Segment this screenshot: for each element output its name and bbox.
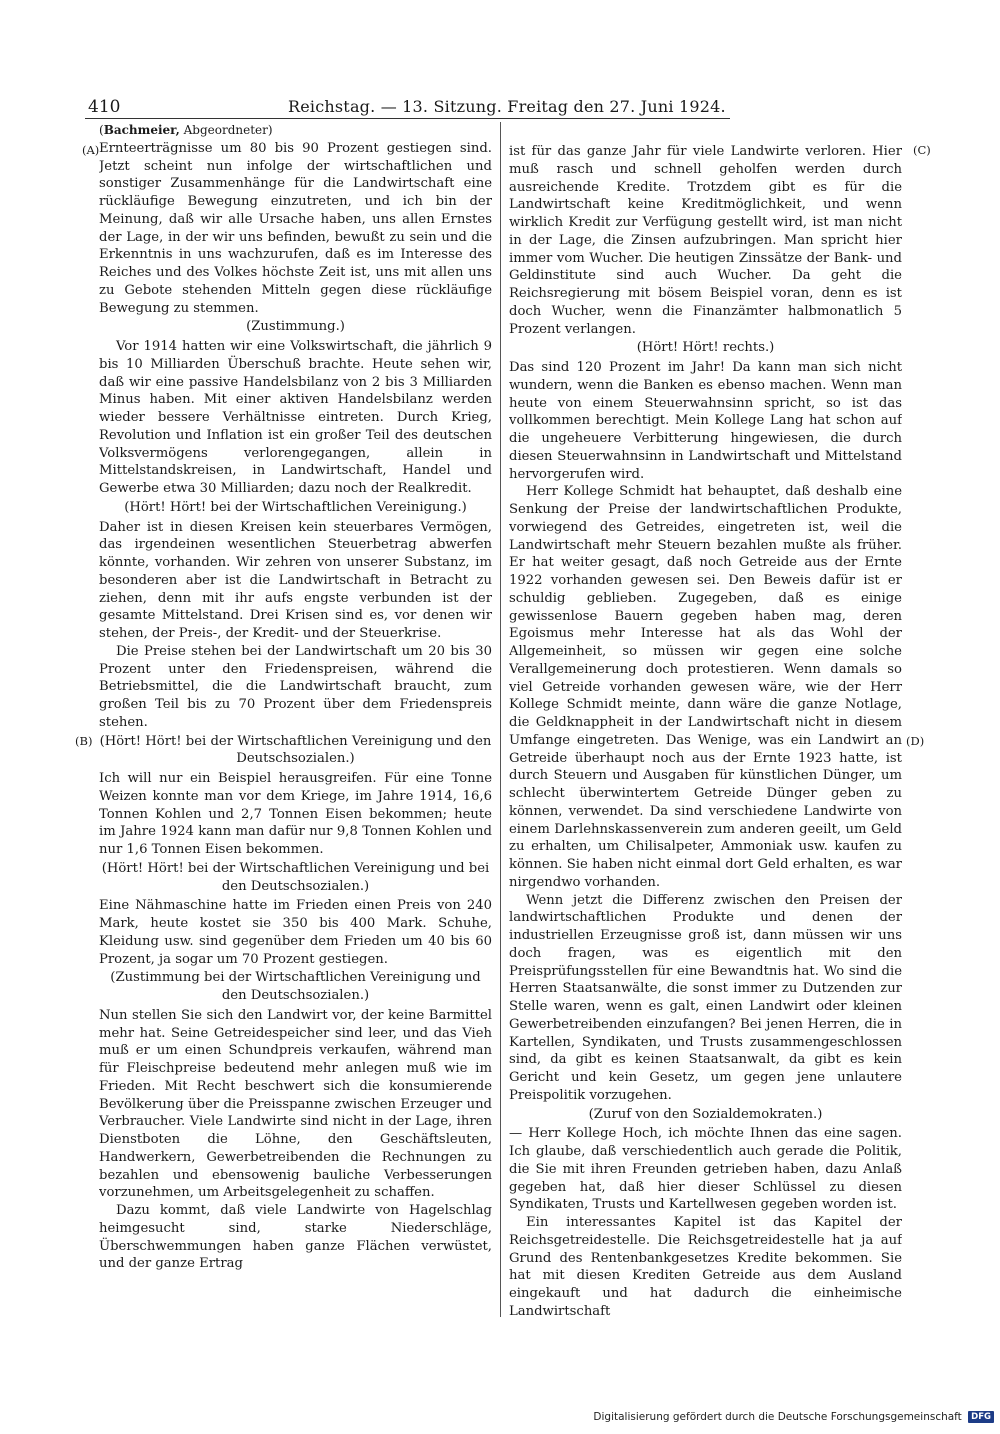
paragraph: Vor 1914 hatten wir eine Volkswirtschaft, die jährlich 9 bis 10 Milliarden Überschuß brachte. Heute sehen wir, daß wir eine passive Handelsbilanz von 2 bis 3 Milliarden Minus haben. Mit einer aktiven Handelsbilanz werden wieder bessere Verhältnisse eintreten. Durch Krieg, Revolution und Inflation ist ein großer Teil des deutschen Volksvermögens verlorengegangen, allein in Mittelstandskreisen, in Landwirtschaft, Handel und Gewerbe etwa 30 Milliarden; dazu noch der Realkredit. xyxy=(99,339,492,496)
page-header xyxy=(88,96,726,118)
paragraph: Ich will nur ein Beispiel herausgreifen. Für eine Tonne Weizen konnte man vor dem Kriege, im Jahre 1914, 16,6 Tonnen Kohlen und 2,7 Tonnen Eisen bekommen; heute im Jahre 1924 kann man dafür nur 9,8 Tonnen Kohlen und nur 1,6 Tonnen Eisen bekommen. xyxy=(99,771,492,857)
paragraph: Eine Nähmaschine hatte im Frieden einen Preis von 240 Mark, heute kostet sie 350 bis 400 Mark. Schuhe, Kleidung usw. sind gegenüber dem Frieden um 40 bis 60 Prozent, ja sogar um 70 Prozent gestiegen. xyxy=(99,898,492,967)
paragraph: Herr Kollege Schmidt hat behauptet, daß deshalb eine Senkung der Preise der landwirtschaftlichen Produkte, vorwiegend des Getreides, eingetreten ist, weil die Landwirtschaft mehr Steuern bezahlen mußte als früher. Er hat weiter gesagt, daß noch Getreide aus der Ernte 1922 vorhanden gewesen sei. Den Beweis dafür ist er schuldig geblieben. Zugegeben, daß es einige gewissenlose Bauern gegeben haben mag, deren Egoismus mehr Interesse hat als das Wohl der Allgemeinheit, so müssen wir gegen eine solche Verallgemeinerung doch protestieren. Wenn damals so viel Getreide vorhanden gewesen wäre, wie der Herr Kollege Schmidt meinte, dann wäre die ganze Notlage, die Geldknappheit in der Landwirtschaft nicht in diesem Umfange eingetreten. Das Wenige, was ein Landwirt an Getreide überhaupt noch aus der Ernte 1923 hatte, ist durch Steuern und Ausgaben für künstlichen Dünger, um schlecht überwintertem Getreide Dünger geben zu können, verwendet. Da sind verschiedene Landwirte von einem Darlehnskassenverein zum anderen geeilt, um Geld zu erhalten, um Chilisalpeter, Ammoniak usw. kaufen zu können. Sie haben nicht einmal dort Geld erhalten, es war nirgendwo vorhanden. xyxy=(509,484,902,890)
interjection: (Zustimmung.) xyxy=(246,319,345,335)
speaker-name: Bachmeier, xyxy=(103,123,180,137)
paragraph: ist für das ganze Jahr für viele Landwirte verloren. Hier muß rasch und schnell geholfen werden durch ausreichende Kredite. Trotzdem gibt es für die Landwirtschaft keine Kreditmöglichkeit, und wenn wirklich Kredit zur Verfügung gestellt wird, ist man nicht in der Lage, die Zinsen aufzubringen. Man spricht hier immer vom Wucher. Die heutigen Zinssätze der Bank- und Geldinstitute sind auch Wucher. Da geht die Reichsregierung mit bösem Beispiel voran, denn es ist doch Wucher, wenn die Finanzämter halbmonatlich 5 Prozent verlangen. xyxy=(509,144,902,337)
paragraph: Das sind 120 Prozent im Jahr! Da kann man sich nicht wundern, wenn die Banken es ebenso machen. Wenn man heute von einem Steuerwahnsinn spricht, so ist das vollkommen berechtigt. Mein Kollege Lang hat schon auf die ungeheuere Verbitterung hingewiesen, die durch diesen Steuerwahnsinn in Landwirtschaft und Mittelstand hervorgerufen wird. xyxy=(509,360,902,482)
interjection: (Hört! Hört! bei der Wirtschaftlichen Vereinigung.) xyxy=(124,499,467,515)
interjection: (Hört! Hört! bei der Wirtschaftlichen Vereinigung und den Deutschsozialen.) xyxy=(99,733,492,767)
interjection: (Hört! Hört! rechts.) xyxy=(636,340,775,356)
paragraph: Ein interessantes Kapitel ist das Kapitel der Reichsgetreidestelle. Die Reichsgetreidestelle hat ja auf Grund des Rentenbankgesetzes Kredite bekommen. Sie hat mit diesen Krediten Getreide aus dem Ausland eingekauft und hat dadurch die einheimische Landwirtschaft xyxy=(509,1215,902,1319)
margin-marker-d: (D) xyxy=(906,734,925,748)
page-number: 410 xyxy=(88,97,121,117)
interjection: (Zuruf von den Sozialdemokraten.) xyxy=(588,1106,823,1122)
page-title: Reichstag. — 13. Sitzung. Freitag den 27. Juni 1924. xyxy=(288,97,726,116)
dfg-logo: DFG xyxy=(968,1411,994,1423)
speaker-line: (Bachmeier, Abgeordneter) xyxy=(99,123,273,137)
paragraph: Nun stellen Sie sich den Landwirt vor, der keine Barmittel mehr hat. Seine Getreidespeicher sind leer, und das Vieh muß er um einen Schundpreis verkaufen, während man für Fleischpreise bedeutend mehr anlegen muß wie im Frieden. Mit Recht beschwert sich die konsumierende Bevölkerung über die Preisspanne zwischen Erzeuger und Verbraucher. Viele Landwirte sind nicht in der Lage, ihren Dienstboten die Löhne, den Geschäftsleuten, Handwerkern, Gewerbetreibenden die Rechnungen zu bezahlen und ebensowenig bauliche Verbesserungen vorzunehmen, um Arbeitsgelegenheit zu schaffen. xyxy=(99,1007,492,1201)
margin-marker-a: (A) xyxy=(82,143,100,157)
left-column xyxy=(99,122,492,1332)
margin-marker-b: (B) xyxy=(75,734,93,748)
paragraph: — Herr Kollege Hoch, ich möchte Ihnen das eine sagen. Ich glaube, daß verschiedentlich auch gerade die Politik, die Sie mit ihren Freunden getrieben haben, dazu Anlaß gegeben hat, daß hier dieser Schlüssel zu diesen Syndikaten, Trusts und Kartellwesen gegeben worden ist. xyxy=(509,1126,902,1213)
speaker-role: Abgeordneter xyxy=(183,123,268,137)
interjection: (Zustimmung bei der Wirtschaftlichen Vereinigung und den Deutschsozialen.) xyxy=(110,970,481,1003)
digitization-footer xyxy=(593,1409,994,1425)
paragraph: Ernteerträgnisse um 80 bis 90 Prozent gestiegen sind. Jetzt scheint nun infolge der wirtschaftlichen und sonstiger Zusammenhänge für die Landwirtschaft eine rückläufige Bewegung einzutreten, und ich bin der Meinung, daß wir alle Ursache haben, uns allen Ernstes der Lage, in der wir uns befinden, bewußt zu sein und die Erkenntnis in uns wachzurufen, daß es im Interesse des Reiches und des Volkes höchste Zeit ist, uns mit allen uns zu Gebote stehenden Mitteln gegen diese rückläufige Bewegung zu stemmen. xyxy=(99,140,492,316)
margin-marker-c: (C) xyxy=(913,143,931,157)
footer-text: Digitalisierung gefördert durch die Deutsche Forschungsgemeinschaft xyxy=(593,1411,962,1423)
paragraph: Die Preise stehen bei der Landwirtschaft um 20 bis 30 Prozent unter den Friedenspreisen, während die Betriebsmittel, die die Landwirtschaft braucht, zum großen Teil bis zu 70 Prozent über dem Friedenspreis stehen. xyxy=(99,643,492,730)
paragraph: Daher ist in diesen Kreisen kein steuerbares Vermögen, das irgendeinen wesentlichen Steuerbetrag abwerfen könnte, vorhanden. Wir zehren von unserer Substanz, im besonderen aber ist die Landwirtschaft in Betracht zu ziehen, denn mit ihr aufs engste verbunden ist der gesamte Mittelstand. Drei Krisen sind es, vor denen wir stehen, der Preis-, der Kredit- und der Steuerkrise. xyxy=(99,519,492,641)
header-rule xyxy=(85,118,730,119)
column-divider xyxy=(500,122,501,1317)
paragraph: Wenn jetzt die Differenz zwischen den Preisen der landwirtschaftlichen Produkte und denen der industriellen Erzeugnisse groß ist, dann müssen wir uns doch fragen, was es eigentlich mit den Preisprüfungsstellen für eine Bewandtnis hat. Wo sind die Herren Staatsanwälte, die sonst immer zu Dutzenden zur Stelle waren, wenn es galt, einen Landwirt oder kleinen Gewerbetreibenden einzufangen? Bei jenen Herren, die in Kartellen, Syndikaten, und Trusts zusammengeschlossen sind, da gibt es keinen Staatsanwalt, da gibt es kein Gericht und kein Gesetz, um gegen jene unlautere Preispolitik vorzugehen. xyxy=(509,892,902,1103)
paragraph: Dazu kommt, daß viele Landwirte von Hagelschlag heimgesucht sind, starke Niederschläge, Überschwemmungen haben ganze Flächen verwüstet, und der ganze Ertrag xyxy=(99,1203,492,1272)
interjection: (Hört! Hört! bei der Wirtschaftlichen Vereinigung und bei den Deutschsozialen.) xyxy=(101,860,490,894)
right-column xyxy=(509,143,902,1353)
